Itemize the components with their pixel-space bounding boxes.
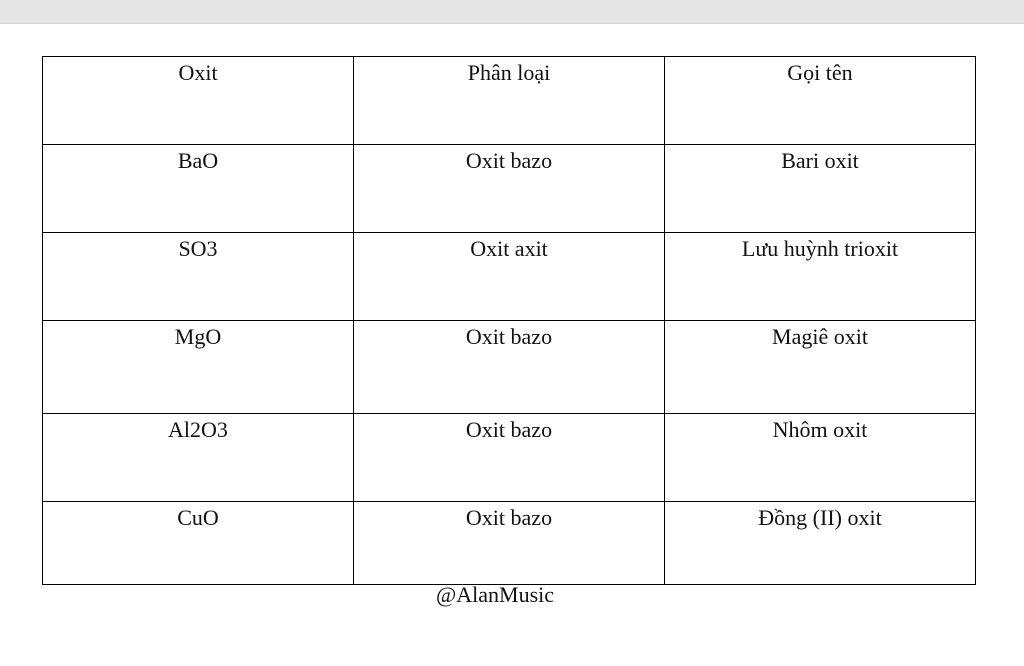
header-goi-ten: Gọi tên: [665, 57, 976, 145]
table-row: [43, 414, 976, 502]
table-row: [43, 321, 976, 414]
cell-classification: Oxit bazo: [354, 145, 665, 233]
cell-classification: Oxit axit: [354, 233, 665, 321]
cell-name: Lưu huỳnh trioxit: [665, 233, 976, 321]
cell-oxide: Al2O3: [43, 414, 354, 502]
cell-oxide: BaO: [43, 145, 354, 233]
cell-classification: Oxit bazo: [354, 321, 665, 414]
credit-text: @AlanMusic: [435, 582, 555, 607]
cell-classification: Oxit bazo: [354, 414, 665, 502]
table-row: [43, 145, 976, 233]
header-oxit: Oxit: [43, 57, 354, 145]
table-header-row: [43, 57, 976, 145]
footer-credit: [0, 582, 990, 608]
oxide-classification-table: [42, 56, 976, 585]
header-phan-loai: Phân loại: [354, 57, 665, 145]
cell-name: Bari oxit: [665, 145, 976, 233]
cell-name: Magiê oxit: [665, 321, 976, 414]
cell-classification: Oxit bazo: [354, 502, 665, 585]
cell-oxide: SO3: [43, 233, 354, 321]
cell-oxide: MgO: [43, 321, 354, 414]
document-page: [0, 24, 1024, 666]
cell-oxide: CuO: [43, 502, 354, 585]
table-row: [43, 233, 976, 321]
cell-name: Đồng (II) oxit: [665, 502, 976, 585]
cell-name: Nhôm oxit: [665, 414, 976, 502]
table-row: [43, 502, 976, 585]
viewer-top-bar: [0, 0, 1024, 24]
